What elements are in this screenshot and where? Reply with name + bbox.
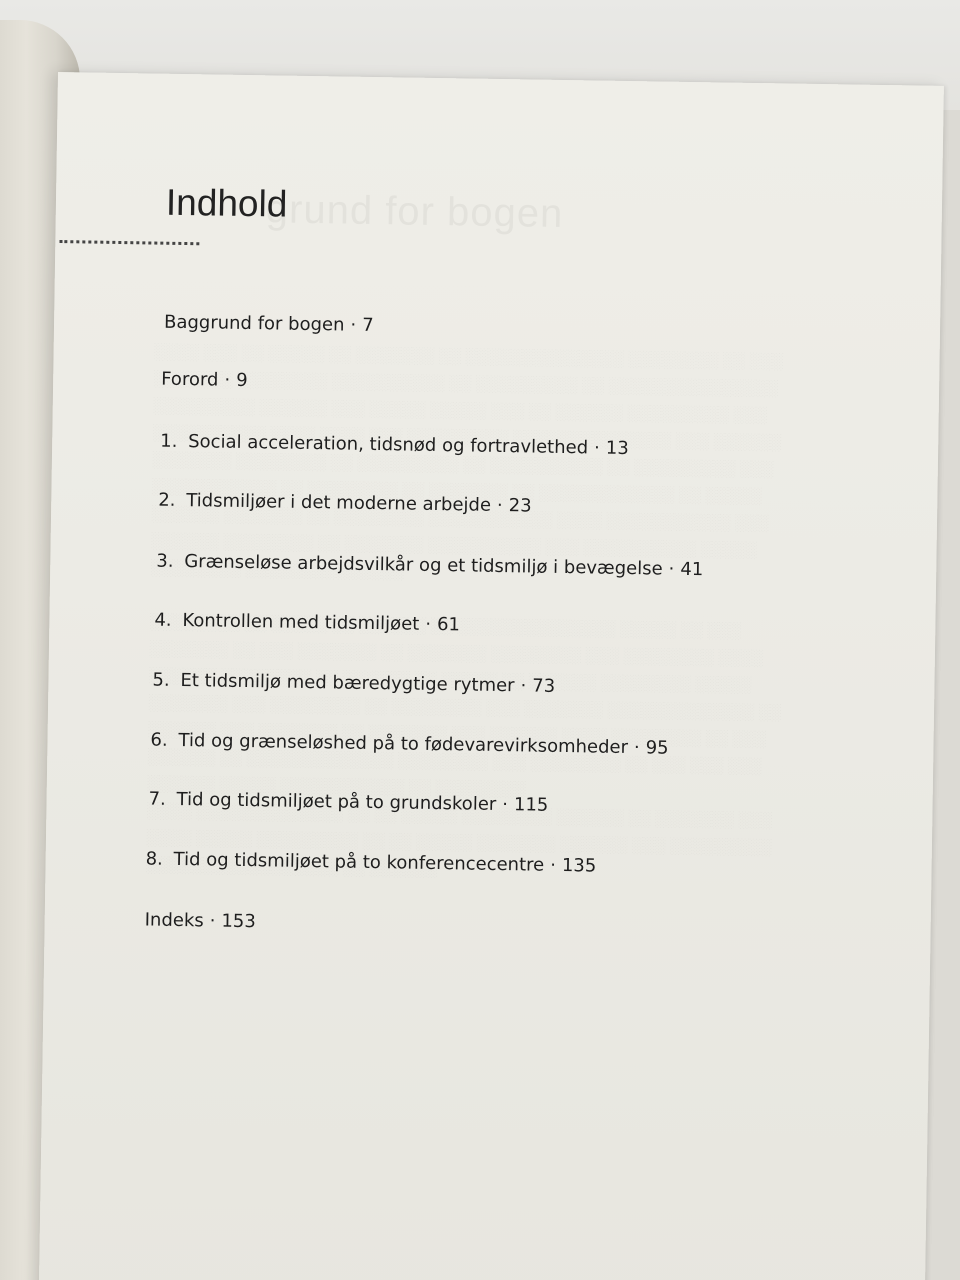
toc-separator: · (633, 737, 640, 759)
toc-entry-number: 7. (148, 788, 166, 810)
toc-entry-page: 7 (362, 314, 374, 336)
toc-entry-indeks (145, 909, 256, 932)
toc-entry-title: Tid og grænseløshed på to fødevarevirksomheder (178, 729, 629, 759)
toc-separator: · (350, 314, 357, 336)
toc-entry-title: Tidsmiljøer i det moderne arbejde (186, 490, 492, 516)
toc-entry-number: 3. (156, 550, 174, 572)
toc-entry-number: 5. (152, 669, 170, 691)
toc-entry-forord (161, 369, 248, 391)
toc-entry-page: 73 (532, 675, 556, 697)
toc-separator: · (593, 437, 600, 459)
toc-separator: · (224, 369, 231, 391)
toc-entry-number: 2. (158, 489, 176, 511)
show-through-heading: grund for bogen (265, 187, 564, 236)
toc-entry-page: 95 (645, 737, 669, 759)
toc-separator: · (550, 854, 557, 876)
toc-entry-page: 13 (605, 437, 629, 460)
dotted-divider (59, 240, 199, 245)
toc-entry-title: Baggrund for bogen (163, 311, 345, 336)
toc-separator: · (425, 613, 432, 635)
book-page (39, 72, 944, 1280)
toc-separator: · (496, 494, 503, 517)
toc-entry-number: 4. (154, 609, 172, 631)
toc-entry-page: 153 (221, 910, 256, 933)
toc-entry-title: Tid og tidsmiljøet på to konferencecentre (173, 848, 545, 876)
toc-separator: · (520, 675, 527, 697)
toc-entry-title: Forord (161, 368, 219, 391)
toc-entry-baggrund (164, 312, 374, 336)
toc-entry-title: Et tidsmiljø med bæredygtige rytmer (180, 669, 515, 697)
toc-entry-title: Indeks (144, 909, 204, 932)
toc-entry-number: 1. (160, 430, 178, 452)
toc-separator: · (668, 558, 675, 580)
toc-entry-title: Grænseløse arbejdsvilkår og et tidsmiljø i bevægelse (184, 551, 663, 580)
page-title: Indhold (165, 181, 288, 225)
toc-entry-title: Kontrollen med tidsmiljøet (182, 610, 420, 635)
toc-entry-title: Tid og tidsmiljøet på to grundskoler (176, 788, 497, 815)
toc-entry-page: 23 (508, 495, 532, 517)
toc-entry-page: 61 (436, 614, 461, 636)
toc-entry-page: 135 (561, 855, 597, 877)
toc-entry-page: 41 (680, 558, 704, 581)
toc-separator: · (209, 910, 216, 932)
toc-entry-page: 9 (236, 369, 248, 392)
toc-entry-title: Social acceleration, tidsnød og fortravlethed (188, 431, 589, 459)
toc-entry-number: 8. (145, 848, 163, 870)
toc-entry-number: 6. (150, 729, 168, 751)
toc-entry-page: 115 (513, 794, 549, 816)
toc-separator: · (502, 794, 509, 816)
